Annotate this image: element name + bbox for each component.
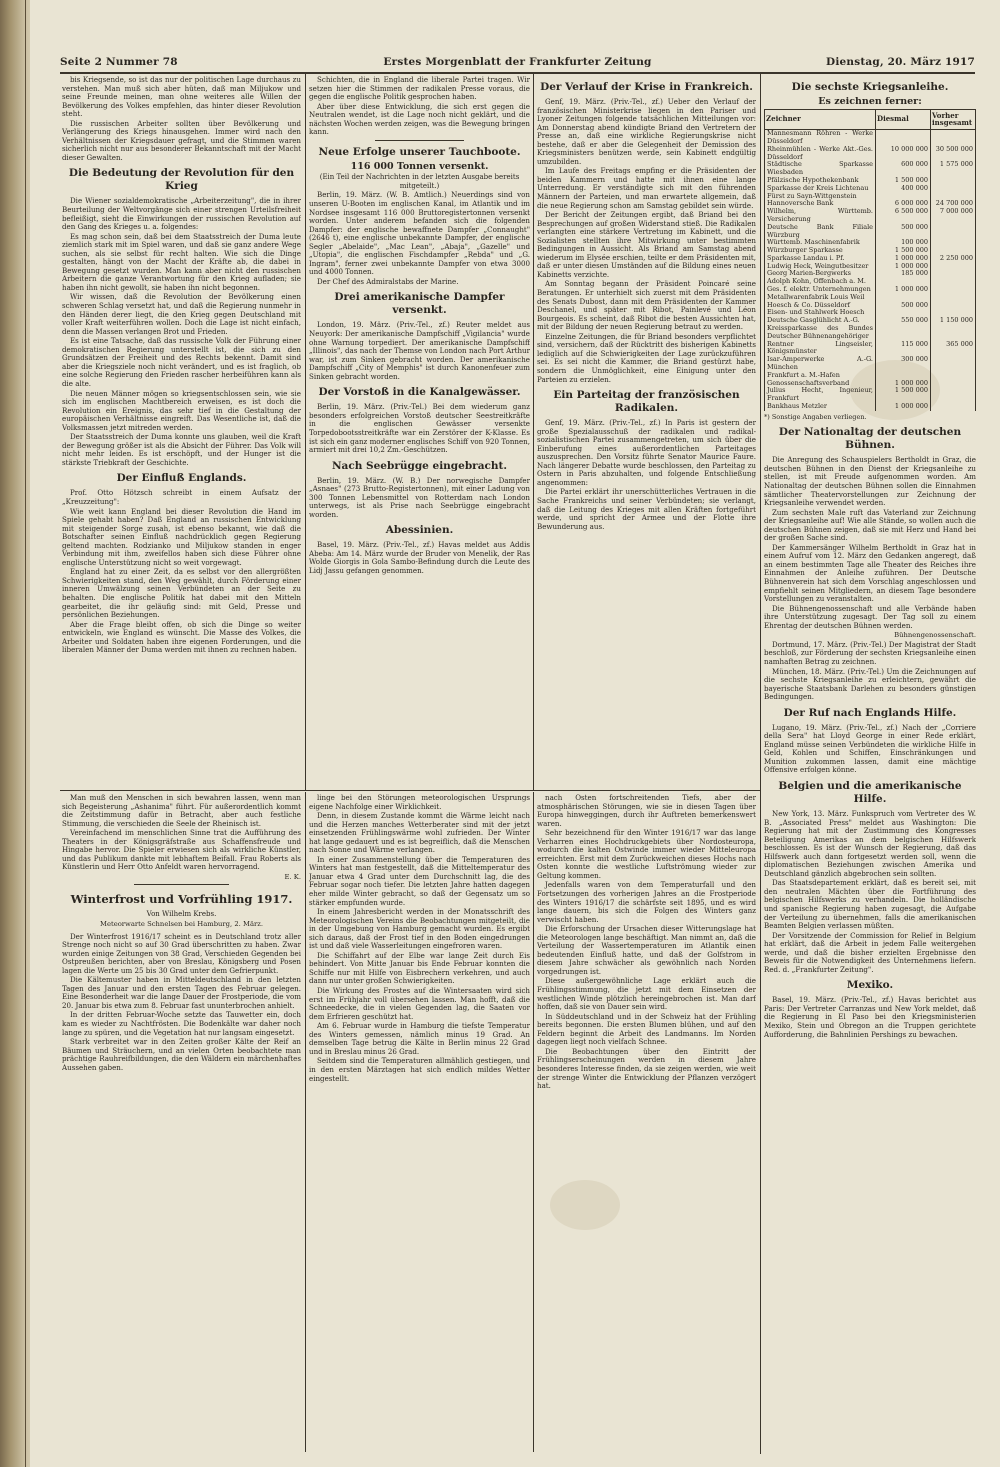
amount-previous xyxy=(931,325,976,341)
column-3: Der Verlauf der Krise in Frankreich. Genf, 19. März. (Priv.-Tel., zf.) Ueber den Verlauf der französischen Ministerkrise liegen in den Pariser und Lyoner Zeitungen folgende tatsächlichen Mitteilungen vor: Am Donnerstag abend kündigte Briand den Vertretern der Presse an, daß eine wirkliche Regierungskrise nicht bestehe, daß er aber die Gelegenheit der Demission des Kriegsministers benützen werde, sein Kabinett endgültig umzubilden. Im Laufe des Freitags empfing er die Präsidenten der beiden Kammern und hatte mit ihnen eine lange Unterredung. Er verständigte sich mit den führenden Männern der Parteien, und man erwartete allgemein, daß die neue Regierung schon am Samstag gebildet sein würde. Der Bericht der Zeitungen ergibt, daß Briand bei den Besprechungen auf großen Widerstand stieß. Die Radikalen verlangten eine stärkere Vertretung im Kabinett, und die Sozialisten stellten ihre Mitwirkung unter bestimmten Bedingungen in Aussicht. Als Briand am Samstag abend wiederum im Elysée erschien, teilte er dem Präsidenten mit, daß er unter diesen Umständen auf die Bildung eines neuen Kabinetts verzichte. Am Sonntag begann der Präsident Poincaré seine Beratungen. Er unterhielt sich zuerst mit dem Präsidenten des Senats Dubost, dann mit dem Präsidenten der Kammer Deschanel, und später mit Ribot, Painlevé und Léon Bourgeois. Es scheint, daß Ribot die besten Aussichten hat, mit der Bildung der neuen Regierung betraut zu werden. Einzelne Zeitungen, die für Briand besonders verpflichtet sind, versichern, daß der Rücktritt des bisherigen Kabinetts lediglich auf die Schwierigkeiten der Lage zurückzuführen sei. Es sei nicht die Kammer, die Briand gestürzt habe, sondern die Unmöglichkeit, eine Einigung unter den Parteien zu erzielen. Ein Parteitag der französischen Radikalen. Genf, 19. März. (Priv.-Tel., zf.) In Paris ist gestern der große Spezialausschuß der radikalen und radikal-sozialistischen Partei zusammengetreten, um sich über die Einberufung eines außerordentlichen Parteitages auszusprechen. Den Vorsitz führte Senator Maurice Faure. Nach längerer Debatte wurde beschlossen, den Parteitag zu Ostern in Paris abzuhalten, und folgende Entschließung angenommen: Die Partei erklärt ihr unerschütterliches Vertrauen in die Sache Frankreichs und seiner Verbündeten; sie verlangt, daß die Leitung des Krieges mit allen Kräften fortgeführt werde, und spricht der Armee und der Flotte ihre Bewunderung aus. xyxy=(537,81,756,531)
table-row xyxy=(765,356,976,372)
subscriber-name: Frankfurt a. M.-Hafen xyxy=(765,372,876,380)
table-header: Zeichner xyxy=(765,109,876,130)
amount-previous: 2 250 000 xyxy=(931,255,976,263)
table-row xyxy=(765,208,976,224)
subscriber-name: Würzburger Sparkasse xyxy=(765,247,876,255)
subscriber-name: Pfälzische Hypothekenbank xyxy=(765,177,876,185)
subscriber-name: Bankhaus Metzler xyxy=(765,403,876,411)
separator xyxy=(375,140,463,141)
table-footnote: *) Sonstige Angaben verliegen. xyxy=(764,412,867,421)
column-rule xyxy=(305,792,306,1452)
amount-previous xyxy=(931,403,976,411)
amount-previous xyxy=(931,270,976,278)
headline-krise: Der Verlauf der Krise in Frankreich. xyxy=(540,81,753,93)
amount-now: 1 000 000 xyxy=(876,255,931,263)
subheadline-gezeichnet: Es zeichnen ferner: xyxy=(818,96,922,107)
headline-belgien: Belgien und die amerikanische Hilfe. xyxy=(778,779,962,805)
column-3-lower: nach Osten fortschreitenden Tiefs, aber der atmosphärischen Störungen, wie sie in diesen Tagen über Europa hinweggingen, durch ihr Auftreten bemerkenswert waren. Sehr bezeichnend für den Winter 1916/17 war das lange Verharren eines Hochdruckgebiets über Nordosteuropa, wodurch die kalten Ostwinde immer wieder Mitteleuropa erreichten. Erst mit dem Zurückweichen dieses Hochs nach Osten konnte die westliche Luftströmung wieder zur Geltung kommen. Jedenfalls waren von dem Temperaturfall und den Fortsetzungen des vorherigen Jahres an die Frostperiode des Winters 1916/17 die schärfste seit 1895, und es wird lange dauern, bis sich die Folgen des Winters ganz verwischt haben. Die Erforschung der Ursachen dieser Witterungslage hat die Meteorologen lange beschäftigt. Man nimmt an, daß die Verteilung der Wassertemperaturen im Atlantik einen bedeutenden Einfluß hatte, und daß der Golfstrom in diesem Jahre schwächer als gewöhnlich nach Norden vorgedrungen ist. Diese außergewöhnliche Lage erklärt auch die Frühlingsstimmung, die jetzt mit dem Einsetzen der westlichen Winde plötzlich hereingebrochen ist. Man darf hoffen, daß sie von Dauer sein wird. In Süddeutschland und in der Schweiz hat der Frühling bereits begonnen. Die ersten Blumen blühen, und auf den Feldern beginnt die Arbeit des Landmanns. Im Norden dagegen liegt noch vielfach Schnee. Die Beobachtungen über den Eintritt der Frühlingserscheinungen werden in diesem Jahre besonderes Interesse finden, da sie zeigen werden, wie weit der strenge Winter die Entwicklung der Pflanzen verzögert hat. xyxy=(537,794,756,1091)
table-row xyxy=(765,130,976,146)
table-row xyxy=(765,161,976,177)
amount-previous xyxy=(931,224,976,240)
amount-previous: 24 700 000 xyxy=(931,200,976,208)
amount-now: 1 500 000 xyxy=(876,247,931,255)
column-rule xyxy=(533,74,534,790)
amount-previous xyxy=(931,130,976,146)
amount-now: 1 000 000 xyxy=(876,380,931,388)
column-rule xyxy=(305,74,306,790)
column-1-lower: Man muß den Menschen in sich bewahren lassen, wenn man sich Begeisterung „Ashanima" führt. Für außerordentlich kommt die Zeitstimmung dafür in Betracht, aber auch festliche Stimmung, die verschieden die Seele der Rheinisch ist. Vereinfachend im menschlichen Sinne trat die Aufführung des Theaters in der Königsgräfstraße aus Schaffensfreude und Hingabe hervor. Die Spieler erwiesen sich als wirkliche Künstler, und das Publikum dankte mit lebhaftem Beifall. Frau Roberts als Künstlerin und Herr Otto Anfeldt waren hervorragend. E. K. Winterfrost und Vorfrühling 1917. Von Wilhelm Krebs. Meteorwarte Schnelsen bei Hamburg, 2. März. Der Winterfrost 1916/17 scheint es in Deutschland trotz aller Strenge noch nicht so auf 30 Grad überschritten zu haben. Zwar wurden einige Zeitungen von 38 Grad, Verschieden Gegenden bei Ostpreußen berichten, aber von Breslau, Königsberg und Posen lagen die Werte um 25 bis 30 Grad unter dem Gefrierpunkt. Die Kältemuster haben in Mitteldeutschland in den letzten Tagen des Januar und den ersten Tagen des Februar gelegen. Eine Besonderheit war die lange Dauer der Frostperiode, die vom 20. Januar bis etwa zum 8. Februar fast ununterbrochen anhielt. In der dritten Februar-Woche setzte das Tauwetter ein, doch kam es wieder zu Nachtfrösten. Die Bodenkälte war daher noch lange zu spüren, und die Vegetation hat nur langsam eingesetzt. Stark verbreitet war in den Zeiten großer Kälte der Reif an Bäumen und Sträuchern, und an vielen Orten beobachtete man prächtige Rauhreifbildungen, die den Wäldern ein märchenhaftes Aussehen gaben. xyxy=(62,794,301,1072)
amount-previous xyxy=(931,302,976,310)
amount-now: 300 000 xyxy=(876,356,931,372)
amount-now: 6 000 000 xyxy=(876,200,931,208)
headline-revolution: Die Bedeutung der Revolution für den Krieg xyxy=(68,167,295,193)
subscriber-name: Isar-Amperwerke A.-G. München xyxy=(765,356,876,372)
subscriber-name: Wilhelm, Württemb. Versicherung xyxy=(765,208,876,224)
newspaper-title: Erstes Morgenblatt der Frankfurter Zeitung xyxy=(383,56,652,68)
book-binding xyxy=(0,0,30,1467)
subscriber-name: Genossenschaftsverband xyxy=(765,380,876,388)
amount-now: 10 000 000 xyxy=(876,146,931,162)
column-2: Schichten, die in England die liberale Partei tragen. Wir setzen hier die Stimmen der radikalen Presse voraus, die gegen die englische Politik gesprochen haben. Aber über diese Entwicklung, die sich erst gegen die Neutralen wendet, ist die Lage noch nicht geklärt, und die nächsten Wochen werden zeigen, was die Bewegung bringen kann. Neue Erfolge unserer Tauchboote. 116 000 Tonnen versenkt. (Ein Teil der Nachrichten in der letzten Ausgabe bereits mitgeteilt.) Berlin, 19. März. (W. B. Amtlich.) Neuerdings sind von unseren U-Booten im englischen Kanal, im Atlantik und im Nordsee insgesamt 116 000 Bruttoregistertonnen versenkt worden. Unter anderem befanden sich die folgenden Dampfer: der englische bewaffnete Dampfer „Connaught" (2646 t), eine englische unbekannte Dampfer, der englische Segler „Abelaide", „Mac Lean", „Abaja", „Gazelle" und „Utopia", die englischen Fischdampfer „Rebda" und „G. Ingram", ferner zwei unbekannte Dampfer von etwa 3000 und 4000 Tonnen. Der Chef des Admiralstabs der Marine. Drei amerikanische Dampfer versenkt. London, 19. März. (Priv.-Tel., zf.) Reuter meldet aus Neuyork: Der amerikanische Dampfschiff „Vigilancia" wurde ohne Warnung torpediert. Der amerikanische Dampfschiff „Illinois", das nach der Themse von London nach Port Arthur war, ist zum Sinken gebracht worden. Der amerikanische Dampfschiff „City of Memphis" ist durch Kanonenfeuer zum Sinken gebracht worden. Der Vorstoß in die Kanalgewässer. Berlin, 19. März. (Priv.-Tel.) Bei dem wiederum ganz besonders erfolgreichen Vorstoß deutscher Seestreitkräfte in die englischen Gewässer versenkte Torpedobootsstreitkräfte war ein Zerstörer der K-Klasse. Es ist sich ein ganz moderner englisches Schiff von 920 Tonnen, armiert mit drei 10,2 Zm.-Geschützen. Nach Seebrügge eingebracht. Berlin, 19. März. (W. B.) Der norwegische Dampfer „Asnaes" (273 Brutto-Registertonnen), mit einer Ladung von 300 Tonnen Lebensmittel von Rotterdam nach London unterwegs, ist als Prise nach Seebrügge eingebracht worden. Abessinien. Basel, 19. März. (Priv.-Tel., zf.) Havas meldet aus Addis Abeba: Am 14. März wurde der Bruder von Menelik, der Ras Wolde Giorgis in Gola Sambo-Befindung durch die Leute des Lidj Jassu gefangen genommen. xyxy=(309,76,530,575)
headline-ubooten: Neue Erfolge unserer Tauchboote. xyxy=(318,145,521,158)
table-header: Vorher insgesamt xyxy=(931,109,976,130)
headline-mexiko: Mexiko. xyxy=(846,979,894,992)
subscriber-name: Württemb. Maschinenfabrik xyxy=(765,239,876,247)
amount-now: 1 000 000 xyxy=(876,403,931,411)
subscriber-name: Mannesmann Röhren - Werke Düsseldorf xyxy=(765,130,876,146)
subscriber-name: Sparkasse der Kreis Lichtenau xyxy=(765,185,876,193)
subscriber-name: Adolph Kohn, Offenbach a. M. xyxy=(765,278,876,286)
subscriber-name: Sparkasse Landau i. Pf. xyxy=(765,255,876,263)
amount-now: 400 000 xyxy=(876,185,931,193)
amount-now: 6 500 000 xyxy=(876,208,931,224)
table-row xyxy=(765,325,976,341)
headline-anleihe: Die sechste Kriegsanleihe. xyxy=(791,81,949,93)
amount-now: 1 500 000 xyxy=(876,177,931,185)
masthead-rule xyxy=(60,72,975,74)
column-rule xyxy=(533,792,534,1452)
amount-now xyxy=(876,130,931,146)
headline-vorstoss: Der Vorstoß in die Kanalgewässer. xyxy=(318,386,521,399)
amount-now: 600 000 xyxy=(876,161,931,177)
amount-previous: 30 500 000 xyxy=(931,146,976,162)
subscriber-name: Hannoversche Bank xyxy=(765,200,876,208)
amount-now xyxy=(876,325,931,341)
headline-radikalen: Ein Parteitag der französischen Radikalen. xyxy=(553,389,740,415)
amount-now: 115 000 xyxy=(876,341,931,357)
amount-now: 185 000 xyxy=(876,270,931,278)
table-header: Diesmal xyxy=(876,109,931,130)
subscriber-name: Hoesch & Co. Düsseldorf xyxy=(765,302,876,310)
column-1: bis Kriegsende, so ist das nur der politischen Lage durchaus zu verstehen. Man muß sich aber hüten, daß man Miljukow und seine Freunde meinen, man ohne weiteres alle Willen der Bevölkerung des Volkes empfehlen, das hinter dieser Revolution steht. Die russischen Arbeiter sollten über Bevölkerung und Verlängerung des Kriegs hinausgehen. Immer wird nach den Verhältnissen der Kriegsdauer gefragt, und die Stimmen waren sicherlich nicht nur aus besonderer Bekanntschaft mit der Macht dieser Gewalten. Die Bedeutung der Revolution für den Krieg Die Wiener sozialdemokratische „Arbeiterzeitung", die in ihrer Beurteilung der Weltvorgänge sich einer strengen Urteilsfreiheit befleißigt, sieht die Einwirkungen der russischen Revolution auf den Gang des Krieges u. a. folgendes: Es mag schon sein, daß bei dem Staatsstreich der Duma leute ziemlich stark mit im Spiel waren, und daß sie ganz andere Wege suchen, als sie selbst für recht halten. Wie sich die Dinge gestalten, hängt von der Macht der Kräfte ab, die dabei in Bewegung gesetzt wurden. Man kann aber nicht den russischen Arbeitern die ganze Verantwortung für den Krieg aufladen; sie haben ihn nicht gewollt, sie haben ihn nicht begonnen. Wir wissen, daß die Revolution der Bevölkerung einen schweren Schlag versetzt hat, und daß die Regierung nunmehr in den Händen derer liegt, die den Krieg gegen Deutschland mit voller Kraft weiterführen wollen. Doch die Lage ist nicht einfach, denn die Massen verlangen Brot und Frieden. Es ist eine Tatsache, daß das russische Volk der Führung einer demokratischen Regierung unterstellt ist, die sich zu den Grundsätzen der Freiheit und des Rechts bekennt. Damit sind aber die Kriegsziele noch nicht verändert, und es ist fraglich, ob eine solche Regierung den Frieden rascher herbeiführen kann als die alte. Die neuen Männer mögen so kriegsentschlossen sein, wie sie sich im englischen Machtbereich erweisen, es ist doch die Revolution ein Ereignis, das sehr tief in die Gestaltung der europäischen Verhältnisse eingreift. Das Wesentliche ist, daß die Volksmassen jetzt mitreden werden. Der Staatsstreich der Duma konnte uns glauben, weil die Kraft der Bewegung größer ist als die Absicht der Führer. Das Volk will nicht mehr leiden. Es ist erschöpft, und der Hunger ist die stärkste Triebkraft der Geschichte. Der Einfluß Englands. Prof. Otto Hötzsch schreibt in einem Aufsatz der „Kreuzzeitung": Wie weit kann England bei dieser Revolution die Hand im Spiele gehabt haben? Daß England an russischen Entwicklung mit steigender Sorge zusah, ist ebenso bekannt, wie daß die Botschafter seinen Einfluß nachdrücklich gegen Regierung geltend machten. Rodzianko und Miljukow standen in enger Verbindung mit ihm, zweifellos haben sich diese Führer ohne englische Unterstützung nicht so weit vorgewagt. England hat zu einer Zeit, da es selbst vor den allergrößten Schwierigkeiten stand, den Weg gewählt, durch Förderung einer inneren Umwälzung seinen Verbündeten an der Seite zu behalten. Die englische Politik hat dabei mit den Mitteln gearbeitet, die ihr geläufig sind: mit Geld, Presse und persönlichen Beziehungen. Aber die Frage bleibt offen, ob sich die Dinge so weiter entwickeln, wie England es wünscht. Die Masse des Volkes, die Arbeiter und Soldaten haben ihre eigenen Forderungen, und die liberalen Männer der Duma werden mit ihnen zu rechnen haben. xyxy=(62,76,301,655)
subscriber-name: Ges. f. elektr. Unternehmungen xyxy=(765,286,876,294)
amount-previous xyxy=(931,380,976,388)
table-row xyxy=(765,224,976,240)
subscriber-name: Fürst zu Sayn-Wittgenstein xyxy=(765,193,876,201)
amount-previous xyxy=(931,372,976,380)
issue-date: Dienstag, 20. März 1917 xyxy=(826,56,975,68)
amount-now: 500 000 xyxy=(876,302,931,310)
amount-now: 1 000 000 xyxy=(876,263,931,271)
amount-previous xyxy=(931,177,976,185)
subscriber-name: Ludwig Heck, Weingutbesitzer xyxy=(765,263,876,271)
article-dateline: Meteorwarte Schnelsen bei Hamburg, 2. März. xyxy=(99,920,263,929)
headline-nationaltag: Der Nationaltag der deutschen Bühnen. xyxy=(778,426,962,452)
headline-abessinien: Abessinien. xyxy=(385,524,454,537)
table-row xyxy=(765,146,976,162)
amount-now: 550 000 xyxy=(876,317,931,325)
subscriber-name: Rentner Lingseisler, Königsmünster xyxy=(765,341,876,357)
amount-previous xyxy=(931,356,976,372)
table-row xyxy=(765,403,976,411)
article-author: Von Wilhelm Krebs. xyxy=(146,910,217,919)
page-number: Seite 2 Nummer 78 xyxy=(60,56,178,68)
subscriber-name: Metallwarenfabrik Louis Weil xyxy=(765,294,876,302)
subscriber-name: Georg Marien-Bergwerks xyxy=(765,270,876,278)
table-body xyxy=(765,130,976,411)
column-rule xyxy=(760,74,761,1454)
amount-previous: 1 150 000 xyxy=(931,317,976,325)
headline-ruf: Der Ruf nach Englands Hilfe. xyxy=(783,706,957,719)
amount-previous: 365 000 xyxy=(931,341,976,357)
subscriber-name: Kreissparkasse des Bundes Deutscher Bühnenangehöriger xyxy=(765,325,876,341)
subscription-table xyxy=(764,109,976,411)
subscriber-name: Deutsche Gasglühlicht A.-G. xyxy=(765,317,876,325)
subheadline-tonnen: 116 000 Tonnen versenkt. xyxy=(350,160,489,172)
headline-seebrugge: Nach Seebrügge eingebracht. xyxy=(331,459,508,472)
table-row xyxy=(765,387,976,403)
amount-now: 500 000 xyxy=(876,224,931,240)
amount-previous xyxy=(931,263,976,271)
table-row xyxy=(765,341,976,357)
masthead xyxy=(60,52,975,72)
amount-previous xyxy=(931,286,976,294)
subscriber-name: Städtische Sparkasse Wiesbaden xyxy=(765,161,876,177)
amount-now: 100 000 xyxy=(876,239,931,247)
column-4: Die sechste Kriegsanleihe. Es zeichnen ferner: Zeichner Diesmal Vorher insgesamt Mannesmann Röhren - Werke Düsseldorf Rheinmühlen - Werke Akt.-Ges. Düsseldorf 10 000 000 30 500 000 Städtische Sparkasse Wiesbaden 600 000 1 575 000 Pfälzische Hypothekenbank 1 500 000 Sparkasse der Kreis Lichtenau 400 000 Fürst zu Sayn-Wittgenstein Hannoversche Bank 6 000 000 24 700 000 Wilhelm, Württemb. Versicherung 6 500 000 7 000 000 Deutsche Bank Filiale Würzburg 500 000 Württemb. Maschinenfabrik 100 000 Würzburger Sparkasse 1 500 000 Sparkasse Landau i. Pf. 1 000 000 2 250 000 Ludwig Heck, Weingutbesitzer 1 000 000 Georg Marien-Bergwerks 185 000 Adolph Kohn, Offenbach a. M. Ges. f. elektr. Unternehmungen 1 000 000 Metallwarenfabrik Louis Weil Hoesch & Co. Düsseldorf 500 000 Eisen- und Stahlwerk Hoesch Deutsche Gasglühlicht A.-G. 550 000 1 150 000 Kreissparkasse des Bundes Deutscher Bühnenangehöriger Rentner Lingseisler, Königsmünster 115 000 365 000 Isar-Amperwerke A.-G. München 300 000 Frankfurt a. M.-Hafen Genossenschaftsverband 1 000 000 Julius Hecht, Ingenieur, Frankfurt 1 500 000 Bankhaus Metzler 1 000 000 *) Sonstige Angaben verliegen. Der Nationaltag der deutschen Bühnen. Die Anregung des Schauspielers Bertholdt in Graz, die deutschen Bühnen in den Dienst der Kriegsanleihe zu stellen, ist mit Freude aufgenommen worden. Am Nationaltag der deutschen Bühnen sollen die Einnahmen sämtlicher Theatervorstellungen zur Zeichnung der Kriegsanleihe verwendet werden. Zum sechsten Male ruft das Vaterland zur Zeichnung der Kriegsanleihe auf! Wie alle Stände, so wollen auch die deutschen Bühnen zeigen, daß sie mit Herz und Hand bei der großen Sache sind. Der Kammersänger Wilhelm Bertholdt in Graz hat in einem Aufruf vom 12. März den Gedanken angeregt, daß an einem bestimmten Tage alle Theater des Reiches ihre Einnahmen der Anleihe zuführen. Der Deutsche Bühnenverein hat sich dem Vorschlag angeschlossen und empfiehlt seinen Mitgliedern, an diesem Tage besondere Vorstellungen zu veranstalten. Die Bühnengenossenschaft und alle Verbände haben ihre Unterstützung zugesagt. Der Tag soll zu einem Ehrentag der deutschen Bühnen werden. Bühnengenossenschaft. Dortmund, 17. März. (Priv.-Tel.) Der Magistrat der Stadt beschloß, zur Förderung der sechsten Kriegsanleihe einen namhaften Betrag zu zeichnen. München, 18. März. (Priv.-Tel.) Um die Zeichnungen auf die sechste Kriegsanleihe zu erleichtern, gewährt die bayerische Staatsbank Darlehen zu besonders günstigen Bedingungen. Der Ruf nach Englands Hilfe. Lugano, 19. März. (Priv.-Tel., zf.) Nach der „Corriere della Sera" hat Lloyd George in einer Rede erklärt, England müsse seinen Verbündeten die wirkliche Hilfe in Geld, Kohlen und Schiffen, Einschränkungen und Munition zukommen lassen, damit eine mächtige Offensive erfolgen könne. Belgien und die amerikanische Hilfe. New York, 13. März. Funkspruch vom Vertreter des W. B. „Associated Press" meldet aus Washington: Die Regierung hat mit der Zustimmung des Kongresses Beteiligung Amerikas an dem belgischen Hilfswerk beschlossen. Es ist der Wunsch der Regierung, daß das Hilfswerk auch dann fortgesetzt werden soll, wenn die diplomatischen Beziehungen zwischen Amerika und Deutschland gänzlich abgebrochen sein sollten. Das Staatsdepartement erklärt, daß es bereit sei, mit den neutralen Mächten über die Fortführung des belgischen Hilfswerks zu verhandeln. Die holländische und spanische Regierung haben zugesagt, die Aufgabe der Verteilung zu übernehmen, falls die amerikanischen Beamten Belgien verlassen müßten. Der Vorsitzende der Commission for Relief in Belgium hat erklärt, daß die Arbeit in jedem Falle weitergehen werde, und daß die bisher erzielten Ergebnisse den Beweis für die Notwendigkeit des Unternehmens liefern. Red. d. „Frankfurter Zeitung". Mexiko. Basel, 19. März. (Priv.-Tel., zf.) Havas berichtet aus Paris: Der Vertreter Carranzas und New York meldet, daß die Regierung in El Paso bei den Kriegsministerien Mexiko, Stein und Obregon an die Truppen gerichtete Aufforderung, die Bahnlinien Pershings zu bewachen. xyxy=(764,81,976,1039)
subscriber-name: Deutsche Bank Filiale Würzburg xyxy=(765,224,876,240)
separator xyxy=(134,884,230,885)
subscriber-name: Julius Hecht, Ingenieur, Frankfurt xyxy=(765,387,876,403)
amount-previous xyxy=(931,185,976,193)
amount-now: 1 000 000 xyxy=(876,286,931,294)
amount-previous: 1 575 000 xyxy=(931,161,976,177)
headline-drei: Drei amerikanische Dampfer versenkt. xyxy=(334,291,505,317)
amount-previous: 7 000 000 xyxy=(931,208,976,224)
amount-previous xyxy=(931,278,976,286)
subscriber-name: Rheinmühlen - Werke Akt.-Ges. Düsseldorf xyxy=(765,146,876,162)
subscriber-name: Eisen- und Stahlwerk Hoesch xyxy=(765,309,876,317)
amount-now: 1 500 000 xyxy=(876,387,931,403)
headline-einfluss: Der Einfluß Englands. xyxy=(116,472,247,485)
amount-previous xyxy=(931,387,976,403)
column-2-lower: linge bei den Störungen meteorologischen Ursprungs eigene Nachfolge einer Wirklichkeit. Denn, in diesem Zustande kommt die Wärme leicht nach und die Herzen manches Wetterberater sind mit der jetzt einsetzenden Frühlingswärme wohl zufrieden. Der Winter hat lange gedauert und es ist begreiflich, daß die Menschen nach Sonne und Wärme verlangen. In einer Zusammenstellung über die Temperaturen des Winters hat man festgestellt, daß die Mitteltemperatur des Januar etwa 4 Grad unter dem Durchschnitt lag, die des Februar sogar noch tiefer. Die letzten Jahre hatten dagegen eher milde Winter gebracht, so daß der Gegensatz um so stärker empfunden wurde. In einem Jahresbericht werden in der Monatsschrift des Meteorologischen Vereins die Beobachtungen mitgeteilt, die in der Umgebung von Hamburg gemacht wurden. Es ergibt sich daraus, daß der Frost tief in den Boden eingedrungen ist und daß viele Wasserleitungen eingefroren waren. Die Schiffahrt auf der Elbe war lange Zeit durch Eis behindert. Von Mitte Januar bis Ende Februar konnten die Schiffe nur mit Hilfe von Eisbrechern verkehren, und auch dann nur unter großen Schwierigkeiten. Die Wirkung des Frostes auf die Wintersaaten wird sich erst im Frühjahr voll übersehen lassen. Man hofft, daß die Schneedecke, die in vielen Gegenden lag, die Saaten vor dem Erfrieren geschützt hat. Am 6. Februar wurde in Hamburg die tiefste Temperatur des Winters gemessen, nämlich minus 19 Grad. An demselben Tage betrug die Kälte in Berlin minus 22 Grad und in Breslau minus 26 Grad. Seitdem sind die Temperaturen allmählich gestiegen, und in den ersten Märztagen hat sich endlich mildes Wetter eingestellt. xyxy=(309,794,530,1083)
section-rule xyxy=(60,790,760,791)
amount-previous xyxy=(931,239,976,247)
headline-winterfrost: Winterfrost und Vorfrühling 1917. xyxy=(70,892,293,907)
amount-previous xyxy=(931,294,976,302)
